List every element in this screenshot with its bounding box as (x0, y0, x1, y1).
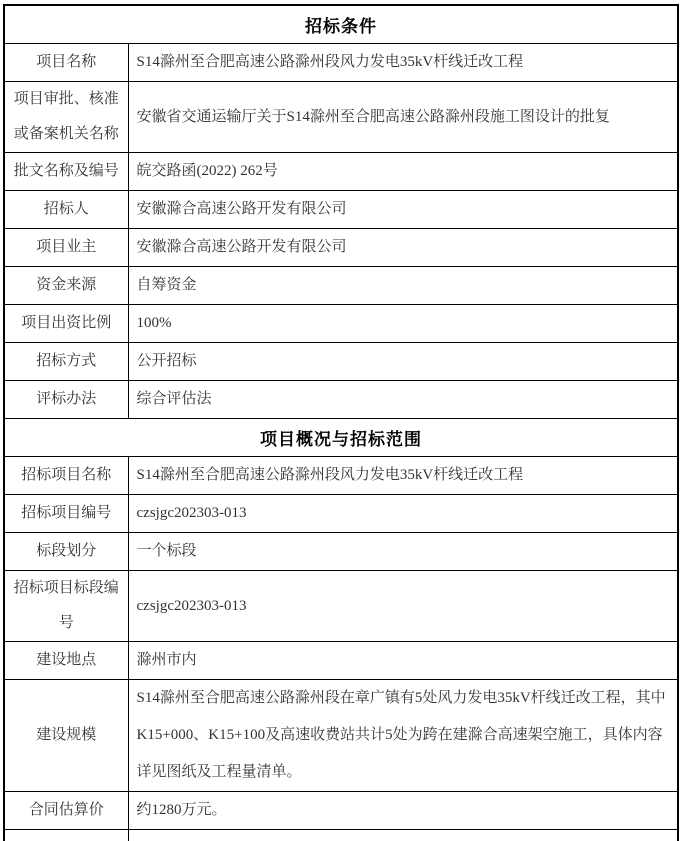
row-label: 招标方式 (4, 343, 128, 381)
section-header-row (4, 5, 678, 44)
row-value: 安徽滁合高速公路开发有限公司 (128, 191, 678, 229)
row-label: 招标项目名称 (4, 457, 128, 495)
row-value: 自筹资金 (128, 267, 678, 305)
row-value: 安徽省交通运输厅关于S14滁州至合肥高速公路滁州段施工图设计的批复 (128, 82, 678, 153)
row-value: 皖交路函(2022) 262号 (128, 153, 678, 191)
row-value: czsjgc202303-013 (128, 571, 678, 642)
row-value: czsjgc202303-013 (128, 495, 678, 533)
tender-table (3, 4, 679, 841)
table-row (4, 571, 678, 642)
row-label: 合同估算价 (4, 792, 128, 830)
row-label: 建设规模 (4, 680, 128, 792)
row-label: 项目业主 (4, 229, 128, 267)
table-row (4, 457, 678, 495)
section-title: 招标条件 (4, 5, 678, 44)
section-title: 项目概况与招标范围 (4, 419, 678, 457)
row-value (128, 830, 678, 841)
row-label: 项目审批、核准或备案机关名称 (4, 82, 128, 153)
row-label: 建设地点 (4, 642, 128, 680)
row-label: 评标办法 (4, 381, 128, 419)
row-value: 公开招标 (128, 343, 678, 381)
row-value: 约1280万元。 (128, 792, 678, 830)
table-row (4, 533, 678, 571)
table-row (4, 381, 678, 419)
table-row (4, 792, 678, 830)
row-label: 批文名称及编号 (4, 153, 128, 191)
row-value: 滁州市内 (128, 642, 678, 680)
table-row (4, 680, 678, 792)
table-row (4, 642, 678, 680)
row-value: 100% (128, 305, 678, 343)
row-label: 资金来源 (4, 267, 128, 305)
row-label: 标段划分 (4, 533, 128, 571)
table-row (4, 191, 678, 229)
table-row (4, 44, 678, 82)
table-row (4, 153, 678, 191)
row-label: 招标项目编号 (4, 495, 128, 533)
row-label: 招标人 (4, 191, 128, 229)
row-value: 一个标段 (128, 533, 678, 571)
section-header-row (4, 419, 678, 457)
table-row (4, 267, 678, 305)
row-label: 项目出资比例 (4, 305, 128, 343)
row-label (4, 830, 128, 841)
tender-table-body (4, 5, 678, 841)
row-label: 招标项目标段编号 (4, 571, 128, 642)
table-row (4, 343, 678, 381)
row-value: S14滁州至合肥高速公路滁州段在章广镇有5处风力发电35kV杆线迁改工程，其中K15+000、K15+100及高速收费站共计5处为跨在建滁合高速架空施工，具体内容详见图纸及工程量清单。 (128, 680, 678, 792)
row-value: 综合评估法 (128, 381, 678, 419)
row-label: 项目名称 (4, 44, 128, 82)
table-row (4, 830, 678, 841)
table-row (4, 82, 678, 153)
table-row (4, 229, 678, 267)
row-value: 安徽滁合高速公路开发有限公司 (128, 229, 678, 267)
row-value: S14滁州至合肥高速公路滁州段风力发电35kV杆线迁改工程 (128, 457, 678, 495)
table-row (4, 305, 678, 343)
row-value: S14滁州至合肥高速公路滁州段风力发电35kV杆线迁改工程 (128, 44, 678, 82)
table-row (4, 495, 678, 533)
